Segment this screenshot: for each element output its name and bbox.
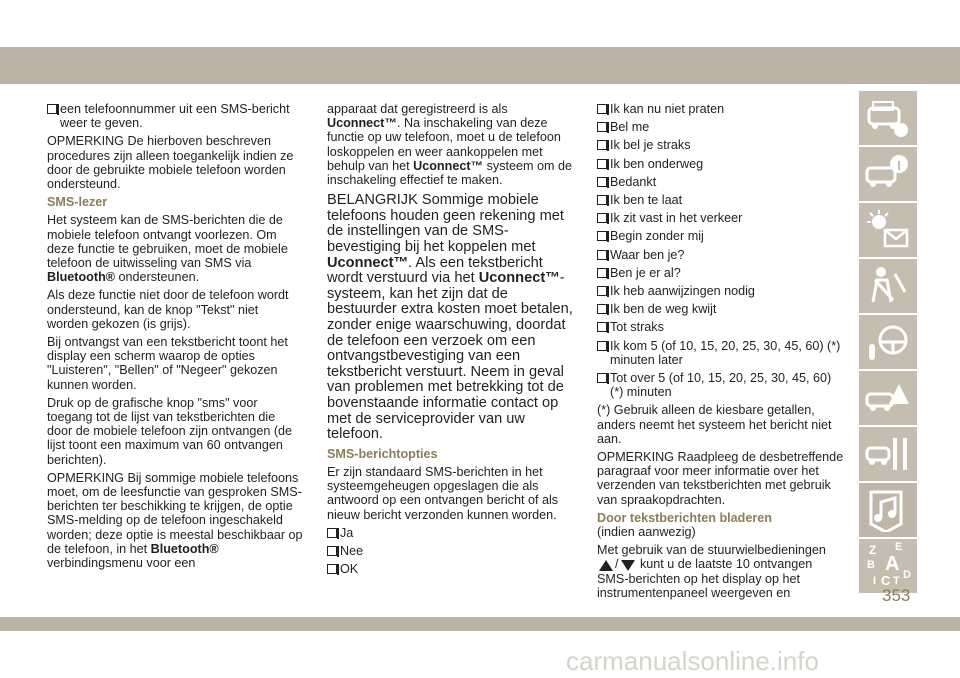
- list-item: Ik bel je straks: [597, 138, 847, 152]
- list-item: Ik heb aanwijzingen nodig: [597, 284, 847, 298]
- column-1: [47, 102, 303, 574]
- important-paragraph: BELANGRIJK Sommige mobiele telefoons houden geen rekening met de instellingen van de SMS-bevestiging bij het koppelen met Uconnect™. Als een tekstbericht wordt verstuurd via het Uconnect™-systeem, kan het zijn dat de bestuurder extra kosten moet betalen, zonder enige waarschuwing, doordat de telefoon een verzoek om een ontvangstbevestiging van een tekstbericht verstuurt. Neem in geval van problemen met betrekking tot de bovenstaande informatie contact op met de serviceprovider van uw telefoon.: [327, 192, 573, 443]
- multimedia-music-icon: [865, 488, 911, 532]
- sidebar-tab-safety[interactable]: [859, 259, 917, 313]
- bullet-box-icon: [597, 231, 607, 241]
- section-heading: SMS-lezer: [47, 195, 108, 210]
- paragraph: apparaat dat geregistreerd is als Uconnect™. Na inschakeling van deze functie op uw telefoon, moet u de telefoon loskoppelen en weer aankoppelen met behulp van het Uconnect™ systeem om de inschakeling effectief te maken.: [327, 102, 573, 188]
- list-item: Tot over 5 (of 10, 15, 20, 25, 30, 45, 60) (*) minuten: [597, 371, 847, 399]
- bottom-band: [0, 617, 960, 631]
- sidebar-tab-index[interactable]: [859, 539, 917, 593]
- footnote: (*) Gebruik alleen de kiesbare getallen, anders neemt het systeem het bericht niet aan.: [597, 403, 832, 446]
- bullet-box-icon: [597, 213, 607, 223]
- list-item: Ik ben onderweg: [597, 157, 847, 171]
- column-2: [327, 102, 577, 580]
- note-paragraph: OPMERKING De hierboven beschreven procedures zijn alleen toegankelijk indien ze door de gebruikte mobiele telefoon worden ondersteund.: [47, 134, 294, 192]
- arrow-up-icon: [599, 560, 613, 571]
- bullet-box-icon: [597, 341, 607, 351]
- list-item: Begin zonder mij: [597, 229, 847, 243]
- list-item: Waar ben je?: [597, 248, 847, 262]
- list-item: OK: [327, 562, 577, 576]
- bullet-box-icon: [597, 104, 607, 114]
- bullet-box-icon: [597, 195, 607, 205]
- paragraph: Er zijn standaard SMS-berichten in het systeemgeheugen opgeslagen die als antwoord op een ontvangen bericht of als nieuw bericht verzonden kunnen worden.: [327, 464, 559, 522]
- sidebar-tab-starting-driving[interactable]: [859, 315, 917, 369]
- bullet-box-icon: [597, 140, 607, 150]
- paragraph: Als deze functie niet door de telefoon wordt ondersteund, kan de knop "Tekst" niet worden gekozen (is grijs).: [47, 288, 289, 331]
- list-item: Tot straks: [597, 320, 847, 334]
- message-list: [597, 102, 847, 399]
- alphabet-index-icon: Z E B A I C T D: [867, 541, 911, 588]
- bullet-box-icon: [597, 122, 607, 132]
- bullet-box-icon: [327, 564, 337, 574]
- bullet-box-icon: [597, 304, 607, 314]
- car-info-i-icon: [865, 152, 911, 196]
- note-paragraph: OPMERKING Raadpleeg de desbetreffende paragraaf voor meer informatie over het verzenden van tekstberichten met gebruik van spraakopdrachten.: [597, 450, 844, 507]
- note-paragraph: OPMERKING Bij sommige mobiele telefoons moet, om de leesfunctie van gesproken SMS-berichten ter beschikking te krijgen, de optie SMS-melding op de telefoon ingeschakeld worden; deze optie is meestal beschikbaar op de telefoon, in het Bluetooth® verbindingsmenu voor een: [47, 470, 303, 571]
- bullet-box-icon: [597, 286, 607, 296]
- list-item: Bedankt: [597, 175, 847, 189]
- paragraph: Met gebruik van de stuurwielbedieningen / kunt u de laatste 10 ontvangen SMS-berichten op het display op het instrumentenpaneel weergeven en: [597, 543, 826, 600]
- bullet-box-icon: [597, 322, 607, 332]
- seatbelt-safety-icon: [865, 264, 911, 308]
- bullet-box-icon: [47, 104, 57, 114]
- list-item: Bel me: [597, 120, 847, 134]
- list-item: Ik kan nu niet praten: [597, 102, 847, 116]
- paragraph: Bij ontvangst van een tekstbericht toont het display een scherm waarop de opties "Luisteren", "Bellen" of "Negeer" gekozen kunnen worden.: [47, 335, 288, 392]
- bullet-box-icon: [597, 268, 607, 278]
- list-item: Ik zit vast in het verkeer: [597, 211, 847, 225]
- sidebar-tab-car-info-i[interactable]: [859, 147, 917, 201]
- option-list: [327, 526, 577, 577]
- bullet-box-icon: [597, 159, 607, 169]
- column-3: [597, 102, 847, 604]
- bullet-box-icon: [327, 546, 337, 556]
- sidebar-tab-car-info[interactable]: [859, 91, 917, 145]
- paragraph: Het systeem kan de SMS-berichten die de mobiele telefoon ontvangt voorlezen. Om deze functie te gebruiken, moet de mobiele telefoon de uitwisseling van SMS via Bluetooth® ondersteunen.: [47, 213, 288, 285]
- list-item: Ja: [327, 526, 577, 540]
- sidebar-tab-maintenance[interactable]: [859, 427, 917, 481]
- top-band: [0, 47, 960, 84]
- wrench-maintenance-icon: [865, 432, 911, 476]
- sidebar-tab-emergency[interactable]: [859, 371, 917, 425]
- section-heading: SMS-berichtopties: [327, 446, 438, 461]
- list-item: Ik ben te laat: [597, 193, 847, 207]
- list-item: Ik kom 5 (of 10, 15, 20, 25, 30, 45, 60) (*) minuten later: [597, 339, 847, 367]
- bullet-box-icon: [597, 250, 607, 260]
- arrow-down-icon: [621, 560, 635, 571]
- sidebar-tab-multimedia[interactable]: [859, 483, 917, 537]
- paragraph: Druk op de grafische knop "sms" voor toegang tot de lijst van tekstberichten die door de mobiele telefoon zijn ontvangen (de lijst toont een maximum van 60 ontvangen berichten).: [47, 395, 293, 467]
- warning-light-mail-icon: [865, 208, 911, 252]
- steering-wheel-key-icon: [865, 320, 911, 364]
- list-item: Ik ben de weg kwijt: [597, 302, 847, 316]
- list-item: Nee: [327, 544, 577, 558]
- page-number: 353: [882, 586, 911, 605]
- section-subheading: (indien aanwezig): [597, 525, 696, 540]
- bullet-box-icon: [597, 373, 607, 383]
- watermark: carmanualsonline.info: [566, 646, 819, 676]
- sidebar-tab-warning-lights[interactable]: [859, 203, 917, 257]
- car-info-icon: [865, 96, 911, 140]
- section-heading: Door tekstberichten bladeren: [597, 510, 772, 525]
- list-item: een telefoonnummer uit een SMS-bericht weer te geven.: [47, 102, 303, 130]
- bullet-box-icon: [597, 177, 607, 187]
- bullet-box-icon: [327, 528, 337, 538]
- breakdown-triangle-icon: [865, 376, 911, 420]
- list-item: Ben je er al?: [597, 266, 847, 280]
